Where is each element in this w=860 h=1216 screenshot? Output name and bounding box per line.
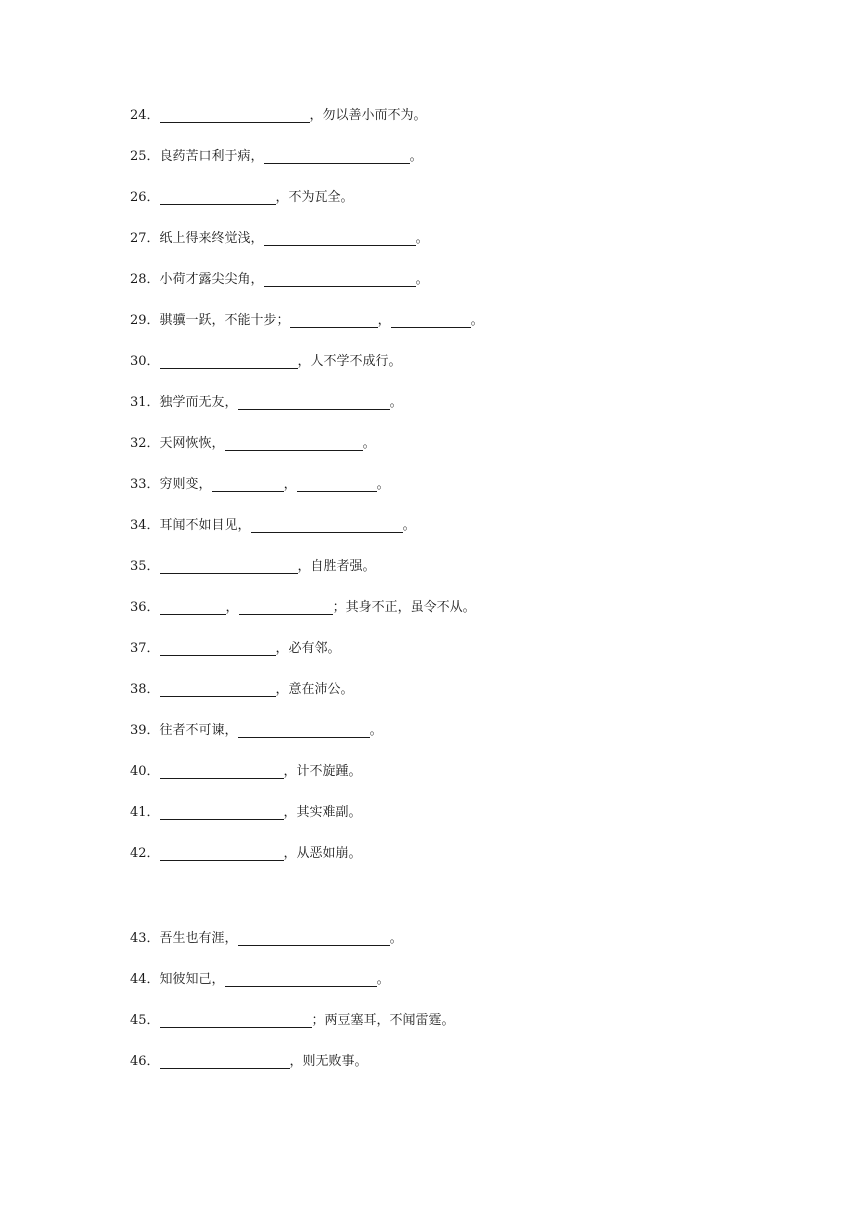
- question-text: 知彼知己，: [159, 972, 225, 987]
- question-text: ；两豆塞耳，不闻雷霆。: [311, 1013, 455, 1028]
- question-text: ，意在沛公。: [275, 682, 354, 697]
- question-text: 。: [362, 436, 376, 451]
- question-text: 良药苦口利于病，: [159, 149, 264, 164]
- question-item: [130, 929, 403, 949]
- question-number: 32．: [130, 436, 160, 451]
- question-text: 。: [376, 972, 390, 987]
- answer-blank[interactable]: [160, 764, 284, 779]
- question-number: 45．: [130, 1013, 160, 1028]
- question-number: 24．: [130, 108, 160, 123]
- answer-blank[interactable]: [160, 805, 284, 820]
- answer-blank[interactable]: [238, 931, 390, 946]
- question-text: 骐骥一跃，不能十步；: [159, 313, 290, 328]
- question-text: ，从恶如崩。: [283, 846, 362, 861]
- question-text: ，自胜者强。: [297, 559, 376, 574]
- answer-blank[interactable]: [264, 231, 416, 246]
- answer-blank[interactable]: [264, 272, 416, 287]
- question-text: 。: [409, 149, 423, 164]
- question-text: ，: [283, 477, 297, 492]
- answer-blank[interactable]: [160, 354, 298, 369]
- answer-blank[interactable]: [160, 108, 310, 123]
- question-number: 41．: [130, 805, 160, 820]
- question-number: 26．: [130, 190, 160, 205]
- question-number: 33．: [130, 477, 160, 492]
- question-item: [130, 311, 484, 331]
- question-item: [130, 147, 423, 167]
- question-text: 耳闻不如目见，: [159, 518, 251, 533]
- answer-blank[interactable]: [264, 149, 410, 164]
- question-number: 34．: [130, 518, 160, 533]
- answer-blank[interactable]: [160, 1013, 312, 1028]
- answer-blank[interactable]: [225, 436, 363, 451]
- question-text: 天网恢恢，: [159, 436, 225, 451]
- question-number: 38．: [130, 682, 160, 697]
- question-item: [130, 229, 429, 249]
- question-item: [130, 639, 341, 659]
- answer-blank[interactable]: [160, 641, 276, 656]
- question-number: 44．: [130, 972, 160, 987]
- answer-blank[interactable]: [160, 190, 276, 205]
- answer-blank[interactable]: [391, 313, 471, 328]
- question-item: [130, 106, 427, 126]
- question-number: 28．: [130, 272, 160, 287]
- question-text: ，其实难副。: [283, 805, 362, 820]
- question-item: [130, 557, 376, 577]
- question-text: 往者不可谏，: [159, 723, 238, 738]
- question-text: ；其身不正，虽令不从。: [332, 600, 476, 615]
- question-number: 39．: [130, 723, 160, 738]
- answer-blank[interactable]: [238, 395, 390, 410]
- answer-blank[interactable]: [160, 559, 298, 574]
- question-item: [130, 516, 416, 536]
- question-number: 46．: [130, 1054, 160, 1069]
- question-text: 。: [402, 518, 416, 533]
- question-item: [130, 762, 362, 782]
- answer-blank[interactable]: [297, 477, 377, 492]
- question-text: 。: [415, 231, 429, 246]
- question-text: ，计不旋踵。: [283, 764, 362, 779]
- answer-blank[interactable]: [212, 477, 284, 492]
- question-item: [130, 844, 362, 864]
- question-item: [130, 803, 362, 823]
- question-number: 35．: [130, 559, 160, 574]
- question-text: 。: [369, 723, 383, 738]
- question-text: ，必有邻。: [275, 641, 341, 656]
- question-item: [130, 970, 390, 990]
- question-text: 纸上得来终觉浅，: [159, 231, 264, 246]
- question-text: ，则无败事。: [289, 1054, 368, 1069]
- question-number: 42．: [130, 846, 160, 861]
- question-number: 25．: [130, 149, 160, 164]
- question-text: 。: [470, 313, 484, 328]
- question-item: [130, 270, 429, 290]
- question-text: 。: [376, 477, 390, 492]
- question-text: 独学而无友，: [159, 395, 238, 410]
- question-item: [130, 721, 383, 741]
- question-item: [130, 475, 390, 495]
- answer-blank[interactable]: [251, 518, 403, 533]
- answer-blank[interactable]: [160, 846, 284, 861]
- question-item: [130, 680, 354, 700]
- question-item: [130, 188, 354, 208]
- question-number: 40．: [130, 764, 160, 779]
- question-item: [130, 598, 476, 618]
- question-number: 43．: [130, 931, 160, 946]
- question-text: 。: [389, 931, 403, 946]
- answer-blank[interactable]: [225, 972, 377, 987]
- answer-blank[interactable]: [160, 600, 226, 615]
- question-item: [130, 1011, 455, 1031]
- answer-blank[interactable]: [239, 600, 333, 615]
- question-text: 小荷才露尖尖角，: [159, 272, 264, 287]
- question-number: 29．: [130, 313, 160, 328]
- question-item: [130, 1052, 368, 1072]
- question-number: 31．: [130, 395, 160, 410]
- answer-blank[interactable]: [160, 682, 276, 697]
- question-item: [130, 434, 376, 454]
- question-text: ，不为瓦全。: [275, 190, 354, 205]
- question-number: 37．: [130, 641, 160, 656]
- question-text: ，人不学不成行。: [297, 354, 402, 369]
- question-text: ，勿以善小而不为。: [309, 108, 427, 123]
- question-text: ，: [225, 600, 239, 615]
- question-number: 36．: [130, 600, 160, 615]
- question-number: 30．: [130, 354, 160, 369]
- question-text: 穷则变，: [159, 477, 212, 492]
- answer-blank[interactable]: [290, 313, 378, 328]
- question-text: 吾生也有涯，: [159, 931, 238, 946]
- question-text: ，: [377, 313, 391, 328]
- question-number: 27．: [130, 231, 160, 246]
- question-item: [130, 393, 403, 413]
- question-text: 。: [389, 395, 403, 410]
- question-item: [130, 352, 402, 372]
- answer-blank[interactable]: [160, 1054, 290, 1069]
- answer-blank[interactable]: [238, 723, 370, 738]
- question-text: 。: [415, 272, 429, 287]
